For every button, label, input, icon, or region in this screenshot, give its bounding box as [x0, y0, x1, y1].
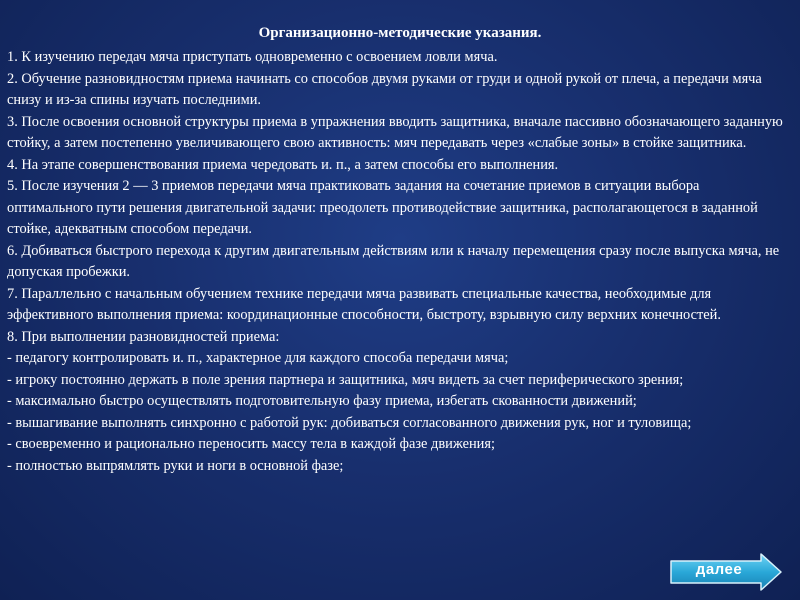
instruction-bullet-5: - своевременно и рационально переносить массу тела в каждой фазе движения; — [7, 436, 495, 452]
instruction-paragraph-7: 7. Параллельно с начальным обучением технике передачи мяча развивать специальные качества, необходимые для эффективного выполнения приема: координационные способности, быстроту, взрывную силу верхних конечностей. — [7, 285, 721, 323]
instruction-paragraph-8: 8. При выполнении разновидностей приема: — [7, 328, 280, 345]
instruction-paragraph-4: 4. На этапе совершенствования приема чередовать и. п., а затем способы его выполнения. — [7, 156, 559, 173]
instruction-paragraph-2: 2. Обучение разновидностям приема начинать со способов двумя руками от груди и одной рукой от плеча, а передачи мяча снизу и из-за спины изучать последними. — [7, 70, 762, 108]
next-button[interactable] — [669, 553, 783, 591]
instructions-text — [7, 47, 785, 477]
instruction-paragraph-3: 3. После освоения основной структуры приема в упражнения вводить защитника, вначале пассивно обозначающего заданную стойку, а затем постепенно увеличивающего свою активность: мяч передавать через «слабые зоны» в стойке защитника. — [7, 113, 783, 151]
instruction-bullet-4: - вышагивание выполнять синхронно с работой рук: добиваться согласованного движения рук, ног и туловища; — [7, 414, 692, 431]
instruction-bullet-2: - игроку постоянно держать в поле зрения партнера и защитника, мяч видеть за счет периферического зрения; — [7, 371, 684, 388]
instruction-paragraph-6: 6. Добиваться быстрого перехода к другим двигательным действиям или к началу перемещения сразу после выпуска мяча, не допуская пробежки. — [7, 242, 780, 280]
instruction-paragraph-1: 1. К изучению передач мяча приступать одновременно с освоением ловли мяча. — [7, 49, 498, 65]
instruction-paragraph-5: 5. После изучения 2 — 3 приемов передачи мяча практиковать задания на сочетание приемов в ситуации выбора оптимального пути решения двигательной задачи: преодолеть противодействие защитника, располагающегося в заданной стойке, адекватным способом передачи. — [7, 178, 758, 237]
instruction-bullet-6: - полностью выпрямлять руки и ноги в основной фазе; — [7, 457, 344, 474]
instruction-bullet-3: - максимально быстро осуществлять подготовительную фазу приема, избегать скованности движений; — [7, 393, 637, 409]
instruction-bullet-1: - педагогу контролировать и. п., характерное для каждого способа передачи мяча; — [7, 350, 509, 366]
slide-title: Организационно-методические указания. — [258, 25, 542, 41]
next-button-label: далее — [695, 561, 743, 578]
